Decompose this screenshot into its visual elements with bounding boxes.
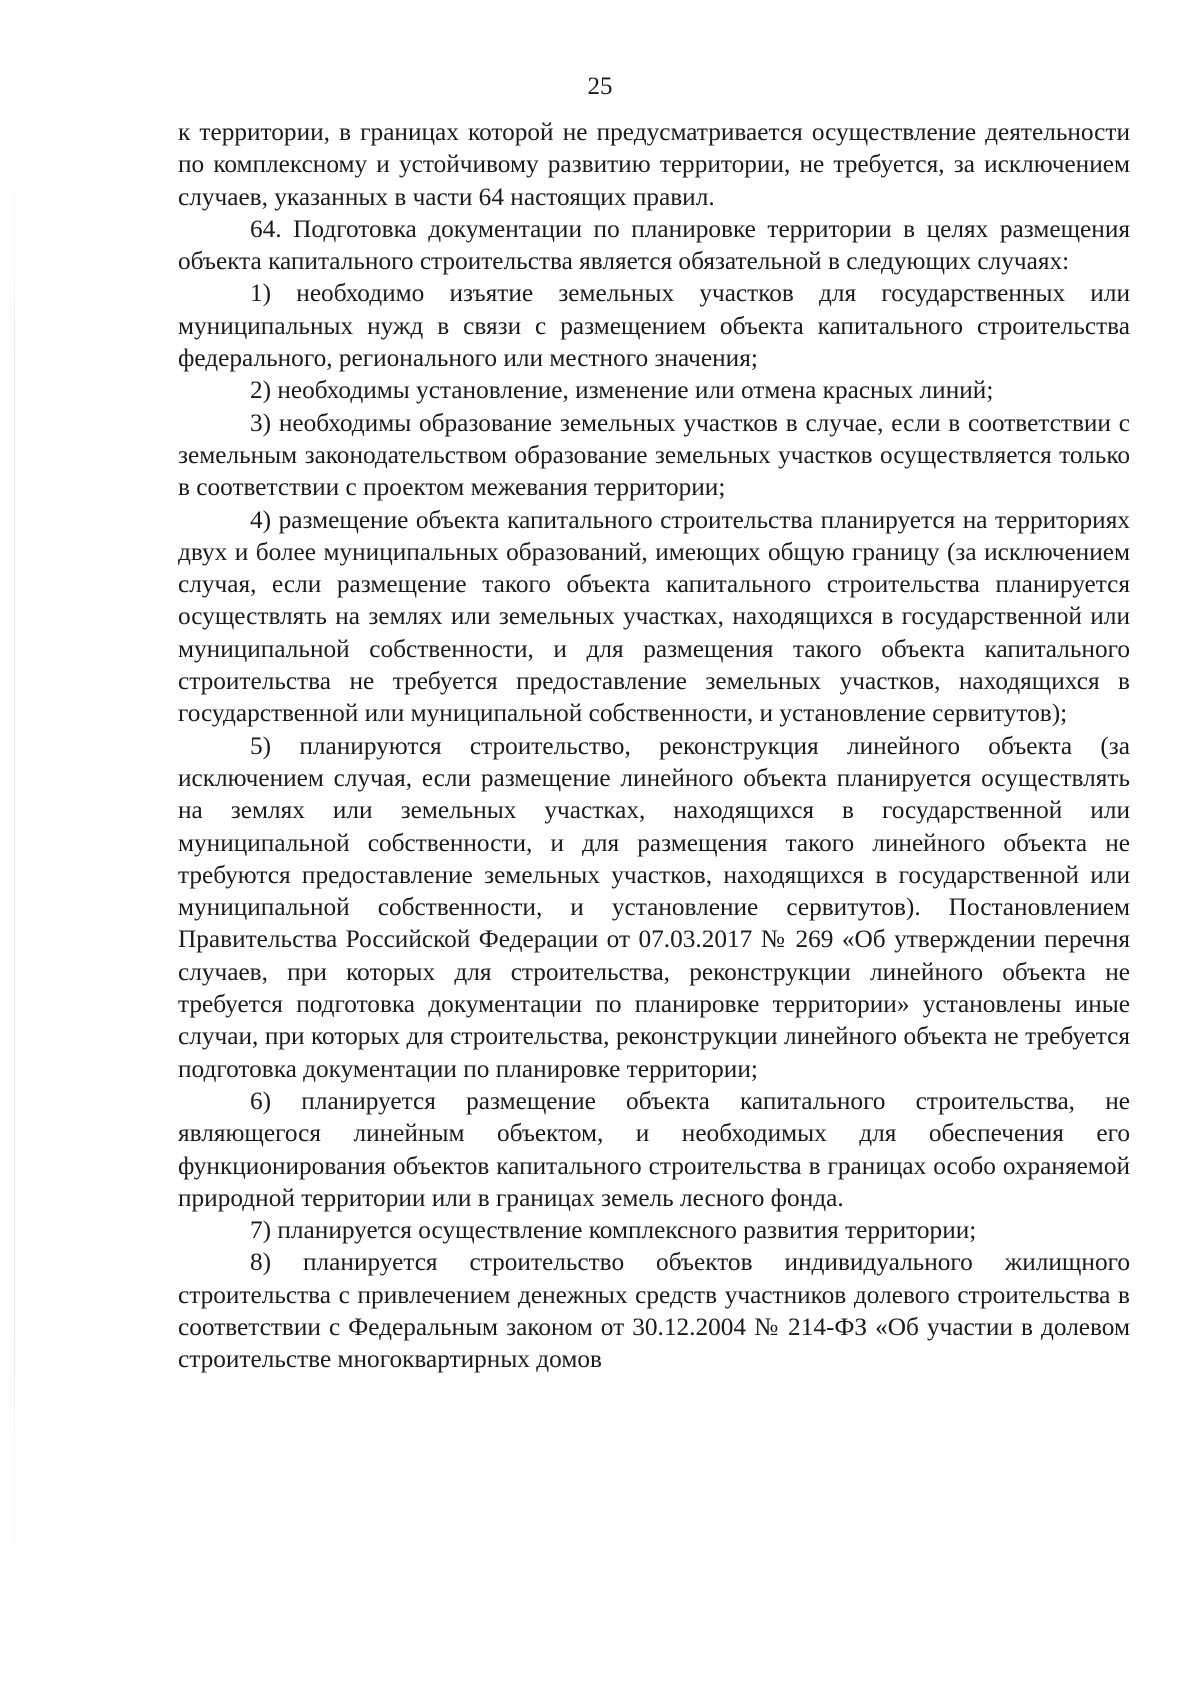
paragraph-continuation: к территории, в границах которой не предусматривается осуществление деятельности по комплексному и устойчивому развитию территории, не требуется, за исключением случаев, указанных в части 64 настоящих правил. [178, 118, 1130, 211]
paragraph: 1) необходимо изъятие земельных участков для государственных или муниципальных нужд в связи с размещением объекта капитального строительства федерального, регионального или местного значения; [178, 279, 1130, 373]
page-number: 25 [587, 73, 613, 100]
paragraph: 2) необходимы установление, изменение или отмена красных линий; [250, 376, 994, 405]
paragraph: 7) планируется осуществление комплексного развития территории; [250, 1216, 977, 1245]
paragraph: 4) размещение объекта капитального строительства планируется на территориях двух и более муниципальных образований, имеющих общую границу (за исключением случая, если размещение такого объекта капитального строительства планируется осуществлять на землях или земельных участках, находящихся в государственной или муниципальной собственности, и для размещения такого объекта капитального строительства не требуется предоставление земельных участков, находящихся в государственной или муниципальной собственности, и установление сервитутов); [178, 505, 1130, 728]
paragraph: 64. Подготовка документации по планировке территории в целях размещения объекта капитального строительства является обязательной в следующих случаях: [178, 214, 1130, 276]
paragraph: 3) необходимы образование земельных участков в случае, если в соответствии с земельным законодательством образование земельных участков осуществляется только в соответствии с проектом межевания территории; [178, 408, 1130, 502]
paragraph: 5) планируются строительство, реконструкция линейного объекта (за исключением случая, если размещение линейного объекта планируется осуществлять на землях или земельных участках, находящихся в государственной или муниципальной собственности, и для размещения такого линейного объекта не требуются предоставление земельных участков, находящихся в государственной или муниципальной собственности, и установление сервитутов). Постановлением Правительства Российской Федерации от 07.03.2017 № 269 «Об утверждении перечня случаев, при которых для строительства, реконструкции линейного объекта не требуется подготовка документации по планировке территории» установлены иные случаи, при которых для строительства, реконструкции линейного объекта не требуется подготовка документации по планировке территории; [178, 731, 1130, 1083]
scan-edge-line [14, 140, 15, 1620]
document-body [178, 116, 1130, 1376]
paragraph: 8) планируется строительство объектов индивидуального жилищного строительства с привлечением денежных средств участников долевого строительства в соответствии с Федеральным законом от 30.12.2004 № 214-ФЗ «Об участии в долевом строительстве многоквартирных домов [178, 1248, 1130, 1374]
paragraph: 6) планируется размещение объекта капитального строительства, не являющегося линейным объектом, и необходимых для обеспечения его функционирования объектов капитального строительства в границах особо охраняемой природной территории или в границах земель лесного фонда. [178, 1086, 1130, 1212]
